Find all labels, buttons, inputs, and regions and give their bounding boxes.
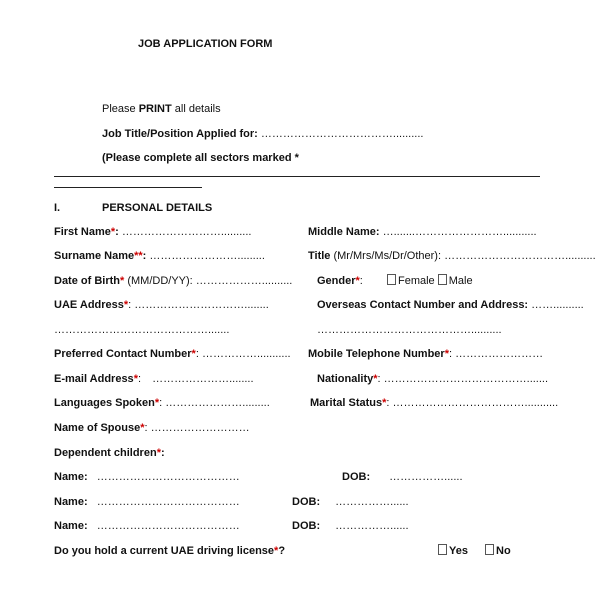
child-dob-label: DOB: — [342, 471, 371, 483]
colon: : — [377, 373, 381, 385]
dob-hint: (MM/DD/YY) — [124, 275, 190, 287]
job-title-field[interactable] — [102, 127, 423, 141]
print-pre: Please — [102, 103, 139, 115]
email-field[interactable] — [54, 372, 254, 386]
divider-line — [54, 176, 540, 177]
uae-address-label: UAE Address — [54, 299, 124, 311]
spouse-dots[interactable]: ……………………… — [150, 422, 250, 434]
spouse-field[interactable] — [54, 421, 250, 435]
child-name-field[interactable] — [54, 495, 240, 509]
required-mark: * — [154, 397, 160, 409]
driving-yes-option[interactable] — [438, 544, 468, 558]
required-mark: * — [123, 299, 129, 311]
marital-status-dots[interactable]: ………………………………........... — [392, 397, 559, 409]
gender-field — [317, 274, 473, 288]
nationality-field[interactable] — [317, 372, 548, 386]
child-dob-label: DOB: — [292, 520, 321, 532]
overseas-address-label: Overseas Contact Number and Address: — [317, 299, 529, 311]
languages-field[interactable] — [54, 396, 270, 410]
section-title: PERSONAL DETAILS — [102, 202, 213, 214]
male-label: Male — [448, 275, 473, 287]
middle-name-field[interactable] — [308, 225, 537, 239]
gender-male-option[interactable] — [438, 275, 473, 287]
child-name-label: Name: — [54, 520, 88, 532]
marital-status-label: Marital Status — [310, 397, 383, 409]
dob-dots[interactable]: ……………….......... — [195, 275, 293, 287]
required-mark: * — [373, 373, 378, 385]
colon: : — [189, 275, 193, 287]
dob-label: Date of Birth — [54, 275, 120, 287]
dependents-label: Dependent children — [54, 447, 157, 459]
yes-checkbox[interactable] — [438, 544, 447, 555]
child-name-label: Name: — [54, 471, 88, 483]
languages-label: Languages Spoken — [54, 397, 155, 409]
driving-no-option[interactable] — [485, 544, 511, 558]
colon: : — [142, 250, 147, 262]
overseas-address-field[interactable] — [317, 298, 584, 312]
required-mark: * — [120, 275, 125, 287]
question-mark: ? — [278, 545, 286, 557]
mobile-label: Mobile Telephone Number — [308, 348, 445, 360]
required-mark: * — [133, 373, 138, 385]
required-mark: * — [110, 226, 116, 238]
print-instruction — [102, 102, 221, 116]
child-dob-field[interactable] — [342, 470, 463, 484]
title-label: Title — [308, 250, 331, 262]
print-bold: PRINT — [138, 103, 172, 115]
colon: : — [160, 447, 165, 459]
first-name-dots[interactable]: ……………………….......... — [121, 226, 252, 238]
title-hint: (Mr/Mrs/Ms/Dr/Other) — [330, 250, 438, 262]
male-checkbox[interactable] — [438, 274, 447, 285]
first-name-field[interactable] — [54, 225, 251, 239]
colon: : — [115, 226, 119, 238]
preferred-contact-field[interactable] — [54, 347, 291, 361]
preferred-contact-label: Preferred Contact Number — [54, 348, 192, 360]
mobile-dots[interactable]: …………………… — [455, 348, 544, 360]
uae-address-line2[interactable]: ……………………………………....... — [54, 324, 230, 336]
child-dob-dots[interactable]: ……………...... — [335, 520, 409, 532]
colon: : — [448, 348, 453, 360]
spouse-label: Name of Spouse — [54, 422, 141, 434]
surname-label: Surname Name — [54, 250, 135, 262]
uae-address-field[interactable] — [54, 298, 269, 312]
child-dob-dots[interactable]: ……………...... — [389, 471, 463, 483]
child-name-field[interactable] — [54, 519, 240, 533]
child-name-field[interactable] — [54, 470, 240, 484]
child-name-dots[interactable]: ………………………………… — [96, 471, 240, 483]
dob-field[interactable] — [54, 274, 292, 288]
title-field[interactable] — [308, 249, 596, 263]
colon: : — [144, 422, 148, 434]
colon: : — [359, 275, 363, 287]
overseas-address-line2[interactable]: …………………………………….......... — [317, 324, 502, 336]
middle-name-dots[interactable]: ….......……………………........... — [382, 226, 537, 238]
overseas-address-dots[interactable]: …….......... — [531, 299, 584, 311]
child-name-dots[interactable]: ………………………………… — [96, 496, 240, 508]
nationality-dots[interactable]: …………………………………....... — [383, 373, 549, 385]
surname-field[interactable] — [54, 249, 265, 263]
required-mark: ** — [134, 250, 143, 262]
required-mark: * — [274, 545, 279, 557]
marital-status-field[interactable] — [310, 396, 558, 410]
required-mark: * — [444, 348, 449, 360]
colon: : — [195, 348, 199, 360]
job-title-label: Job Title/Position Applied for: — [102, 128, 258, 140]
yes-label: Yes — [449, 545, 468, 557]
section-number: I. — [54, 202, 61, 214]
email-dots[interactable]: …………………........ — [152, 373, 254, 385]
required-mark: * — [382, 397, 387, 409]
colon: : — [137, 373, 142, 385]
child-dob-field[interactable] — [292, 495, 409, 509]
preferred-contact-dots[interactable]: ……………........... — [201, 348, 291, 360]
gender-female-option[interactable] — [387, 275, 435, 287]
no-checkbox[interactable] — [485, 544, 494, 555]
colon: : — [386, 397, 390, 409]
nationality-label: Nationality — [317, 373, 374, 385]
colon: : — [437, 250, 442, 262]
complete-note: (Please complete all sectors marked * — [102, 152, 299, 164]
required-mark: * — [156, 447, 161, 459]
job-title-dots[interactable]: ……………………………….......... — [260, 128, 424, 140]
child-dob-label: DOB: — [292, 496, 321, 508]
gender-label: Gender — [317, 275, 356, 287]
no-label: No — [496, 545, 511, 557]
languages-dots[interactable]: …………………......... — [165, 397, 270, 409]
child-dob-field[interactable] — [292, 519, 409, 533]
uae-address-dots[interactable]: …………………………........ — [134, 299, 269, 311]
colon: : — [375, 226, 380, 238]
driving-license-label: Do you hold a current UAE driving license — [54, 545, 275, 557]
dependents-heading — [54, 446, 165, 460]
female-label: Female — [397, 275, 435, 287]
female-checkbox[interactable] — [387, 274, 396, 285]
first-name-label: First Name — [54, 226, 111, 238]
colon: : — [159, 397, 163, 409]
print-post: all details — [171, 103, 221, 115]
driving-license-question — [54, 544, 285, 558]
divider-line-short — [54, 187, 202, 188]
required-mark: * — [191, 348, 196, 360]
email-label: E-mail Address — [54, 373, 134, 385]
surname-dots[interactable]: ……………………......... — [149, 250, 265, 262]
mobile-field[interactable] — [308, 347, 543, 361]
child-name-label: Name: — [54, 496, 88, 508]
colon: : — [128, 299, 132, 311]
required-mark: * — [355, 275, 360, 287]
page-title: JOB APPLICATION FORM — [138, 38, 273, 50]
child-name-dots[interactable]: ………………………………… — [96, 520, 240, 532]
middle-name-label: Middle Name — [308, 226, 376, 238]
title-dots[interactable]: …………………………….......... — [444, 250, 596, 262]
required-mark: * — [140, 422, 145, 434]
child-dob-dots[interactable]: ……………...... — [335, 496, 409, 508]
